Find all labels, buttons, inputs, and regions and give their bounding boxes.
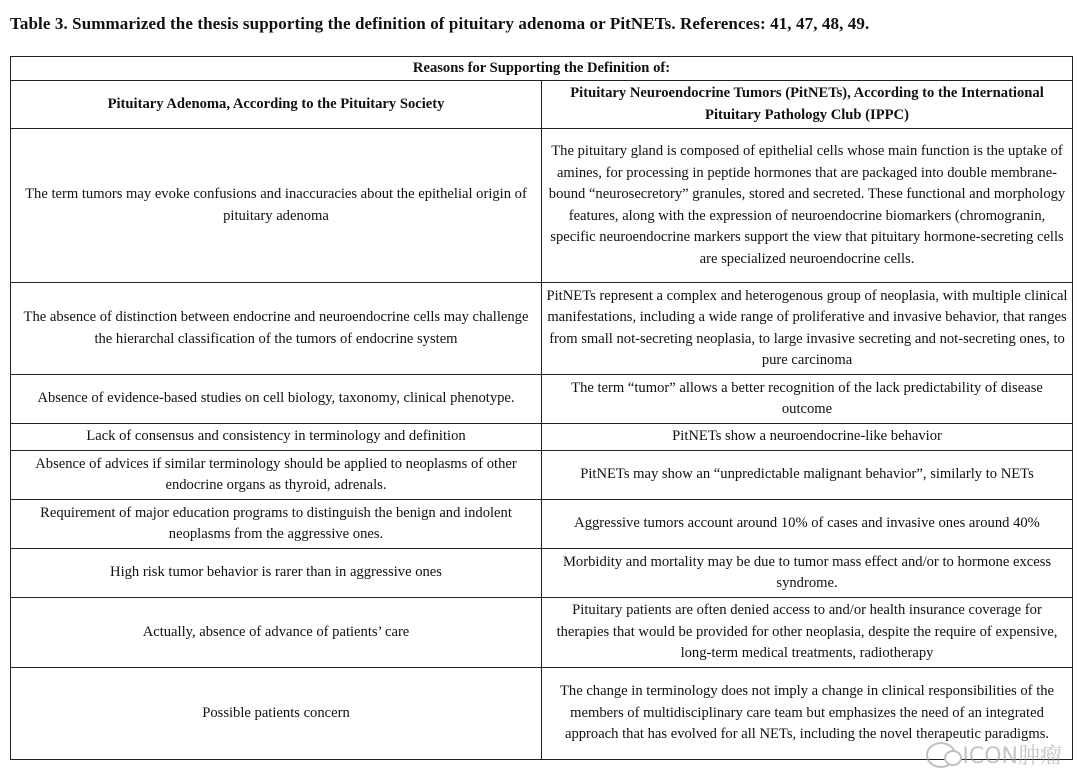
table-row bbox=[11, 598, 1073, 668]
cell-pitnets: Pituitary patients are often denied access to and/or health insurance coverage for therapies that would be provided for other neoplasia, despite the require of expensive, long-term medical treatments, radiotherapy bbox=[542, 598, 1073, 668]
cell-pitnets: PitNETs represent a complex and heterogenous group of neoplasia, with multiple clinical manifestations, including a wide range of proliferative and invasive behavior, that ranges from small not-secreting neoplasia, to large invasive secreting and not-secreting ones, to pure carcinoma bbox=[542, 283, 1073, 375]
table-row bbox=[11, 549, 1073, 598]
cell-adenoma: Possible patients concern bbox=[11, 668, 542, 760]
cell-pitnets: Aggressive tumors account around 10% of cases and invasive ones around 40% bbox=[542, 500, 1073, 549]
cell-pitnets: The term “tumor” allows a better recognition of the lack predictability of disease outcome bbox=[542, 375, 1073, 424]
group-header: Reasons for Supporting the Definition of: bbox=[11, 57, 1073, 81]
cell-adenoma: Lack of consensus and consistency in terminology and definition bbox=[11, 424, 542, 451]
chat-bubble-icon bbox=[926, 742, 956, 768]
cell-pitnets: Morbidity and mortality may be due to tumor mass effect and/or to hormone excess syndrome. bbox=[542, 549, 1073, 598]
table-row bbox=[11, 375, 1073, 424]
cell-adenoma: The term tumors may evoke confusions and inaccuracies about the epithelial origin of pituitary adenoma bbox=[11, 129, 542, 283]
table-row bbox=[11, 668, 1073, 760]
table-row bbox=[11, 451, 1073, 500]
cell-adenoma: Absence of advices if similar terminology should be applied to neoplasms of other endocrine organs as thyroid, adrenals. bbox=[11, 451, 542, 500]
cell-pitnets: PitNETs may show an “unpredictable malignant behavior”, similarly to NETs bbox=[542, 451, 1073, 500]
cell-pitnets: The pituitary gland is composed of epithelial cells whose main function is the uptake of amines, for processing in peptide hormones that are packaged into double membrane-bound “neurosecretory” granules, stored and secreted. These functional and morphology features, along with the expression of neuroendocrine biomarkers (chromogranin, specific neuroendocrine markers support the view that pituitary hormone-secreting cells are specialized neuroendocrine cells. bbox=[542, 129, 1073, 283]
watermark bbox=[926, 739, 1062, 770]
table-row bbox=[11, 283, 1073, 375]
column-header-pitnets: Pituitary Neuroendocrine Tumors (PitNETs), According to the International Pituitary Pathology Club (IPPC) bbox=[542, 81, 1073, 129]
watermark-text: ICON肿瘤 bbox=[962, 744, 1062, 769]
table-row bbox=[11, 129, 1073, 283]
table-row bbox=[11, 500, 1073, 549]
cell-pitnets: The change in terminology does not imply a change in clinical responsibilities of the members of multidisciplinary care team but emphasizes the need of an integrated approach that has evolved for all NETs, including the novel therapeutic paradigms. bbox=[542, 668, 1073, 760]
table-caption: Table 3. Summarized the thesis supporting the definition of pituitary adenoma or PitNETs. References: 41, 47, 48, 49. bbox=[10, 14, 870, 33]
cell-adenoma: The absence of distinction between endocrine and neuroendocrine cells may challenge the hierarchal classification of the tumors of endocrine system bbox=[11, 283, 542, 375]
cell-adenoma: Requirement of major education programs to distinguish the benign and indolent neoplasms from the aggressive ones. bbox=[11, 500, 542, 549]
cell-adenoma: High risk tumor behavior is rarer than in aggressive ones bbox=[11, 549, 542, 598]
thesis-table bbox=[10, 56, 1073, 760]
cell-adenoma: Actually, absence of advance of patients’ care bbox=[11, 598, 542, 668]
column-header-adenoma: Pituitary Adenoma, According to the Pituitary Society bbox=[11, 81, 542, 129]
table-row bbox=[11, 424, 1073, 451]
cell-adenoma: Absence of evidence-based studies on cell biology, taxonomy, clinical phenotype. bbox=[11, 375, 542, 424]
cell-pitnets: PitNETs show a neuroendocrine-like behavior bbox=[542, 424, 1073, 451]
